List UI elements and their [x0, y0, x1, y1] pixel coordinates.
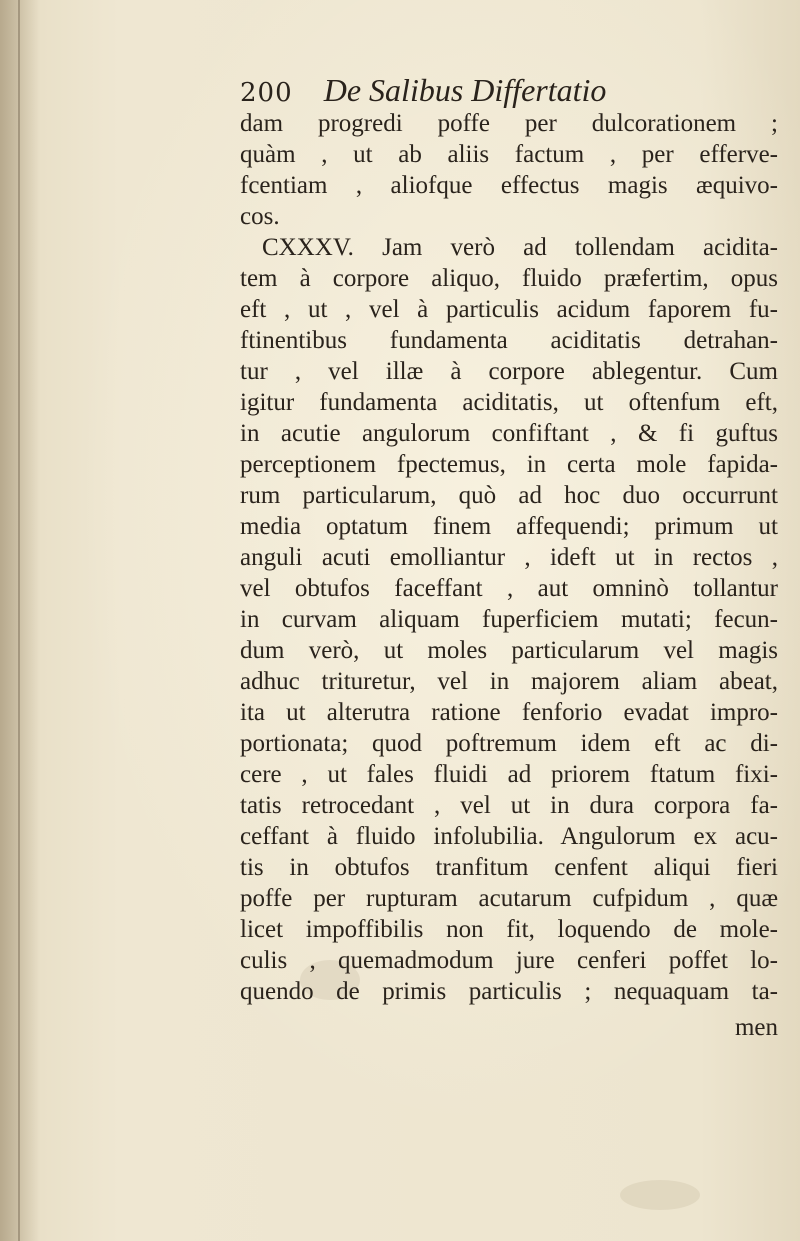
text-line: tatis retrocedant , vel ut in dura corpora fa- [240, 792, 778, 819]
text-line: igitur fundamenta aciditatis, ut oftenfum eft, [240, 389, 778, 416]
text-line: tis in obtufos tranfitum cenfent aliqui fieri [240, 854, 778, 881]
text-line: rum particularum, quò ad hoc duo occurrunt [240, 482, 778, 509]
text-line: anguli acuti emolliantur , ideft ut in rectos , [240, 544, 778, 571]
text-line: licet impoffibilis non fit, loquendo de mole- [240, 916, 778, 943]
text-line: cos. [240, 203, 280, 230]
text-line: ita ut alterutra ratione fenforio evadat impro- [240, 699, 778, 726]
text-line: ceffant à fluido infolubilia. Angulorum ex acu- [240, 823, 778, 850]
text-line: portionata; quod poftremum idem eft ac di- [240, 730, 778, 757]
text-line: media optatum finem affequendi; primum ut [240, 513, 778, 540]
text-line: culis , quemadmodum jure cenferi poffet lo- [240, 947, 778, 974]
text-line: ftinentibus fundamenta aciditatis detrahan- [240, 327, 778, 354]
text-line: tur , vel illæ à corpore ablegentur. Cum [240, 358, 778, 385]
text-line: in acutie angulorum confiftant , & fi guftus [240, 420, 778, 447]
text-line: in curvam aliquam fuperficiem mutati; fecun- [240, 606, 778, 633]
text-line: dum verò, ut moles particularum vel magis [240, 637, 778, 664]
binding-shadow [0, 0, 40, 1241]
text-line: poffe per rupturam acutarum cufpidum , quæ [240, 885, 778, 912]
text-line: adhuc trituretur, vel in majorem aliam abeat, [240, 668, 778, 695]
body-text [240, 108, 780, 1007]
text-line: eft , ut , vel à particulis acidum faporem fu- [240, 296, 778, 323]
text-line: vel obtufos faceffant , aut omninò tollantur [240, 575, 778, 602]
text-line: quàm , ut ab aliis factum , per efferve- [240, 141, 778, 168]
text-line: perceptionem fpectemus, in certa mole fapida- [240, 451, 778, 478]
page-header [240, 72, 760, 112]
text-line: cere , ut fales fluidi ad priorem ftatum fixi- [240, 761, 778, 788]
page-edge-line [18, 0, 20, 1241]
text-line: quendo de primis particulis ; nequaquam ta- [240, 978, 778, 1005]
text-line: dam progredi poffe per dulcorationem ; [240, 110, 778, 137]
section-start-line: CXXXV. Jam verò ad tollendam acidita- [262, 234, 778, 261]
catchword: men [734, 1014, 778, 1041]
running-title: De Salibus Differtatio [323, 72, 607, 108]
page-number: 200 [240, 78, 293, 108]
text-line: tem à corpore aliquo, fluido præfertim, opus [240, 265, 778, 292]
paper-stain [620, 1180, 700, 1210]
text-line: fcentiam , aliofque effectus magis æquivo- [240, 172, 778, 199]
